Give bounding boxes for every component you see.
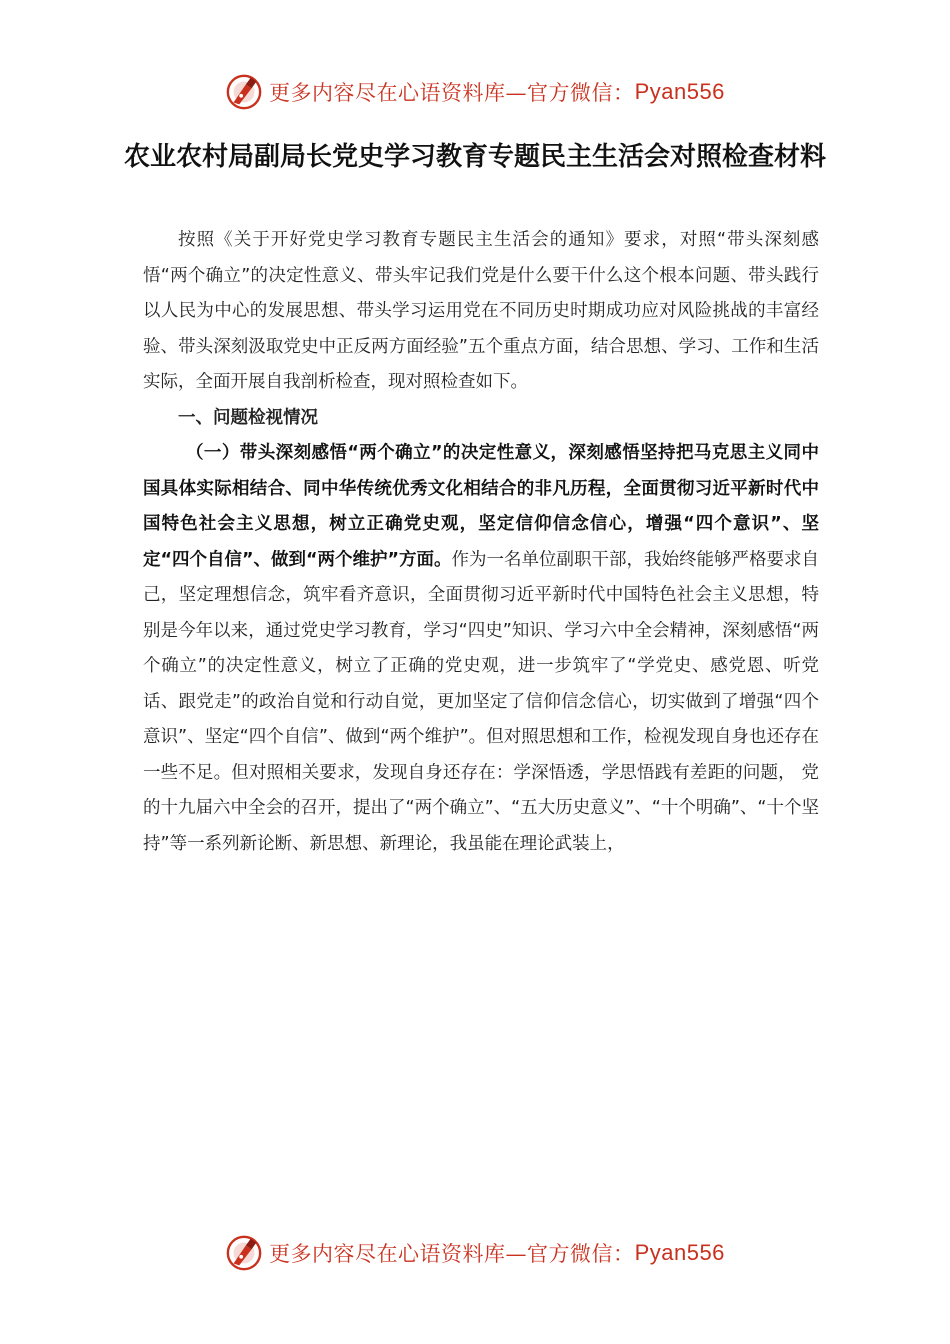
- pen-nib-icon: [225, 1234, 263, 1272]
- watermark-banner-top: [0, 70, 950, 114]
- watermark-text: 更多内容尽在心语资料库—官方微信：: [269, 1242, 635, 1266]
- watermark-text: 更多内容尽在心语资料库—官方微信：: [269, 81, 635, 105]
- section-1-body: 作为一名单位副职干部，我始终能够严格要求自己，坚定理想信念，筑牢看齐意识，全面贯彻习近平新时代中国特色社会主义思想，特别是今年以来，通过党史学习教育，学习“四史”知识、学习六中全会精神，深刻感悟“两个确立”的决定性意义，树立了正确的党史观，进一步筑牢了“学党史、感党恩、听党话、跟党走”的政治自觉和行动自觉，更加坚定了信仰信念信心，切实做到了增强“四个意识”、坚定“四个自信”、做到“两个维护”。但对照思想和工作，检视发现自身也还存在一些不足。但对照相关要求，发现自身还存在：学深悟透，学思悟践有差距的问题， 党的十九届六中全会的召开，提出了“两个确立”、“五大历史意义”、“十个明确”、“十个坚持”等一系列新论断、新思想、新理论，我虽能在理论武装上，: [143, 549, 820, 854]
- section-1-paragraph: [143, 436, 819, 862]
- section-heading: 一、问题检视情况: [178, 407, 318, 428]
- intro-paragraph: 按照《关于开好党史学习教育专题民主生活会的通知》要求，对照“带头深刻感悟“两个确立”的决定性意义、带头牢记我们党是什么要干什么这个根本问题、带头践行以人民为中心的发展思想、带头学习运用党在不同历史时期成功应对风险挑战的丰富经验、带头深刻汲取党史中正反两方面经验”五个重点方面，结合思想、学习、工作和生活实际，全面开展自我剖析检查，现对照检查如下。: [143, 230, 819, 392]
- watermark-banner-bottom: [0, 1231, 950, 1275]
- section-1-lead: （一）带头深刻感悟“两个确立”的决定性意义，深刻感悟坚持把马克思主义同中国具体实际相结合、同中华传统优秀文化相结合的非凡历程，全面贯彻习近平新时代中国特色社会主义思想，树立正确党史观，坚定信仰信念信心，增强“四个意识”、坚定“四个自信”、做到“两个维护”方面。: [143, 443, 819, 570]
- watermark-wechat-id: Pyan556: [634, 79, 725, 104]
- document-body: [143, 223, 819, 862]
- watermark-wechat-id: Pyan556: [634, 1240, 725, 1265]
- pen-nib-icon: [225, 73, 263, 111]
- document-title: 农业农村局副局长党史学习教育专题民主生活会对照检查材料: [123, 142, 826, 172]
